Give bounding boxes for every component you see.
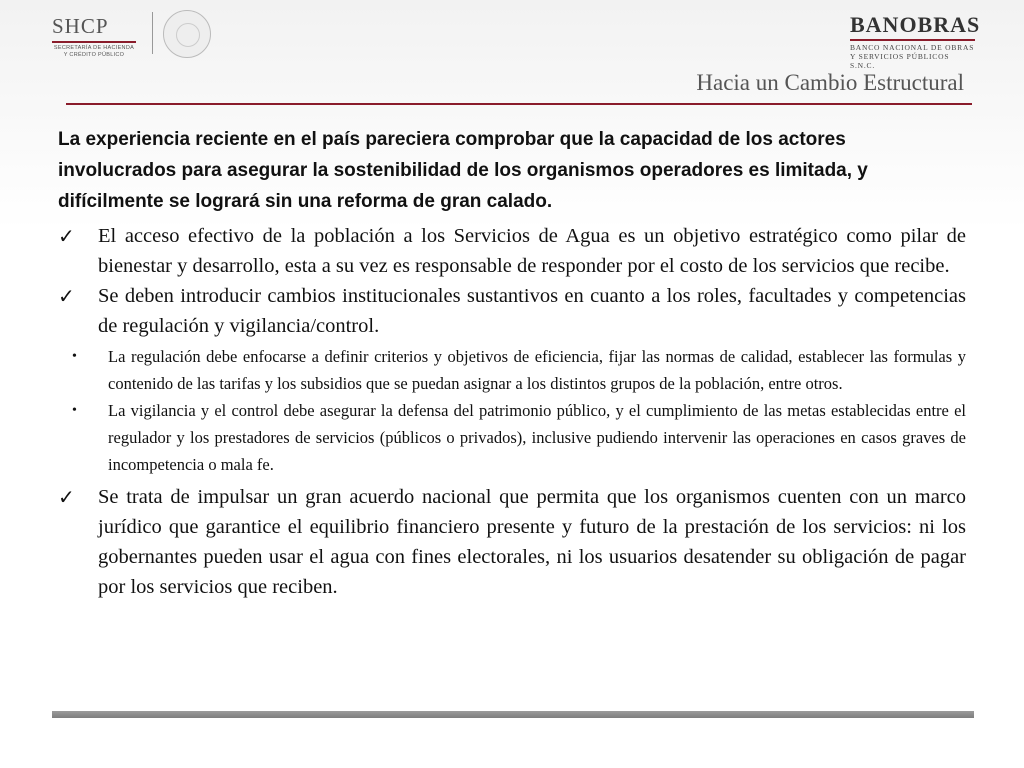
check-icon: ✓: [58, 485, 75, 509]
shcp-logo: [52, 14, 136, 59]
logo-divider: [152, 12, 153, 54]
bullet-list: [58, 221, 966, 341]
bullet-item: [58, 482, 966, 602]
shcp-logo-subtitle: SECRETARÍA DE HACIENDA Y CRÉDITO PÚBLICO: [53, 45, 135, 58]
shcp-logo-rule: [52, 41, 136, 43]
footer-rule: [52, 711, 974, 718]
bullet-item: [58, 221, 966, 281]
sub-bullet-text: La regulación debe enfocarse a definir criterios y objetivos de eficiencia, fijar las normas de calidad, establecer las formulas y contenido de las tarifas y los subsidios que se puedan asignar a los distintos grupos de la población, entre otros.: [108, 347, 966, 393]
title-rule: [66, 103, 972, 105]
check-icon: ✓: [58, 284, 75, 308]
sub-bullet-text: La vigilancia y el control debe asegurar la defensa del patrimonio público, y el cumplimiento de las metas establecidas entre el regulador y los prestadores de servicios (públicos o privados), inclusive pudiendo intervenir las operaciones en casos graves de incompetencia o mala fe.: [108, 401, 966, 474]
lead-paragraph: La experiencia reciente en el país pareciera comprobar que la capacidad de los actores involucrados para asegurar la sostenibilidad de los organismos operadores es limitada, y difícilmente se logrará sin una reforma de gran calado.: [58, 129, 868, 212]
slide-header: [0, 0, 1024, 115]
sub-bullet-list: [58, 343, 966, 478]
check-icon: ✓: [58, 224, 75, 248]
national-seal-icon: [163, 10, 211, 58]
banobras-logo-name: BANOBRAS: [850, 12, 981, 37]
banobras-logo-rule: [850, 39, 975, 41]
bullet-dot-icon: •: [72, 349, 77, 364]
sub-bullet-item: [58, 397, 966, 478]
slide-title: Hacia un Cambio Estructural: [696, 70, 964, 95]
sub-bullet-item: [58, 343, 966, 397]
slide-content: [58, 124, 966, 602]
bullet-text: El acceso efectivo de la población a los Servicios de Agua es un objetivo estratégico como pilar de bienestar y desarrollo, esta a su vez es responsable de responder por el costo de los servicios que recibe.: [98, 225, 966, 277]
banobras-logo: [850, 12, 981, 70]
bullet-item: [58, 281, 966, 341]
bullet-dot-icon: •: [72, 403, 77, 418]
bullet-text: Se trata de impulsar un gran acuerdo nacional que permita que los organismos cuenten con un marco jurídico que garantice el equilibrio financiero presente y futuro de la prestación de los servicios: ni los gobernantes pueden usar el agua con fines electorales, ni los usuarios desatender su obligación de pagar por los servicios que reciben.: [98, 486, 966, 598]
bullet-text: Se deben introducir cambios institucionales sustantivos en cuanto a los roles, facultades y competencias de regulación y vigilancia/control.: [98, 285, 966, 337]
banobras-logo-subtitle: BANCO NACIONAL DE OBRAS Y SERVICIOS PÚBLICOS S.N.C.: [850, 43, 975, 70]
shcp-logo-name: SHCP: [52, 14, 109, 38]
bullet-list: [58, 482, 966, 602]
